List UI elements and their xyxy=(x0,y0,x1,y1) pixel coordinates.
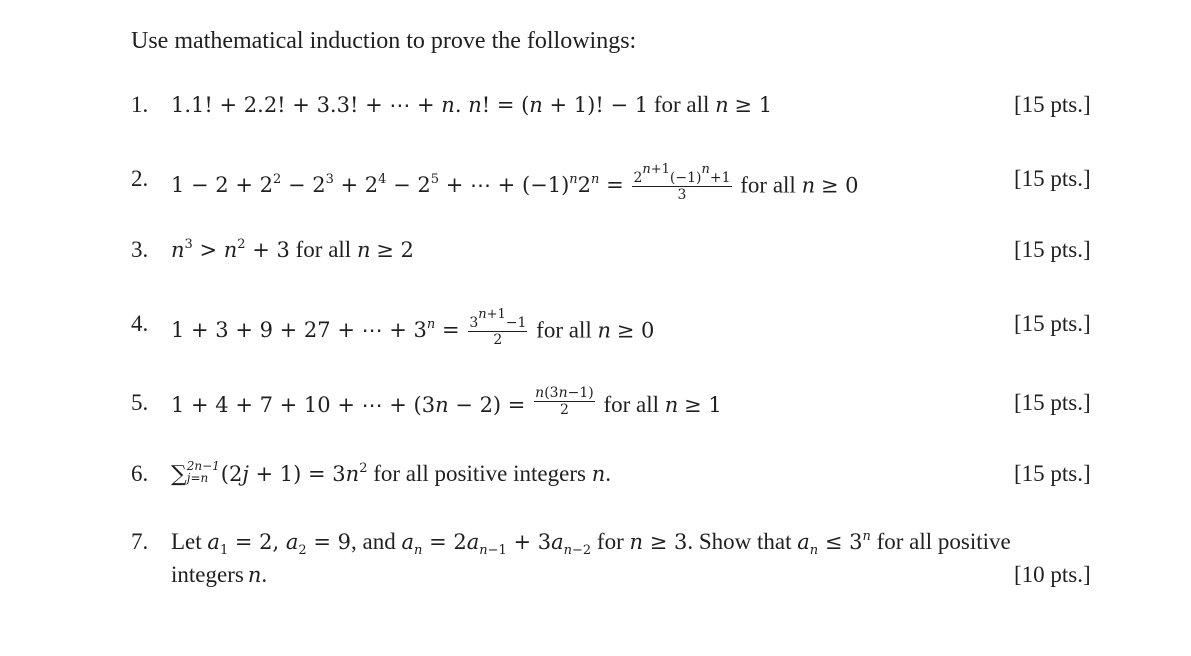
and-text: , and xyxy=(351,529,396,554)
for-all-positive-text: for all positive xyxy=(876,529,1011,554)
problem-2 xyxy=(131,162,1141,206)
problem-number: 5. xyxy=(131,390,149,415)
summation-symbol: ∑ xyxy=(171,462,187,487)
problem-5 xyxy=(131,385,1141,430)
show-that-text: . Show that xyxy=(687,529,792,554)
for-all-text: for all xyxy=(653,92,710,117)
fraction: $\frac{n(3n-1)}{2}$ xyxy=(535,385,594,418)
summation-limits: 2n−1 j=n xyxy=(186,458,220,485)
for-all-text: for all xyxy=(603,391,660,417)
equation: 1 + 3 + 9 + 27 + ⋯ + $3^n$ = xyxy=(171,317,460,343)
problem-4 xyxy=(131,307,1141,351)
problem-7 xyxy=(131,529,1141,599)
problem-number: 1. xyxy=(131,92,149,117)
problem-number: 7. xyxy=(131,529,149,554)
integers-text: integers xyxy=(171,562,244,587)
problem-statement: 1 + 3 + 9 + 27 + ⋯ + $3^n$ = $\frac{3^{n+1}-1}{2}$ for all n ≥ 0 xyxy=(171,307,655,348)
points-label: [15 pts.] xyxy=(1014,166,1091,191)
problem-statement: $n^3 > n^2 + 3$ for all n ≥ 2 xyxy=(171,237,414,262)
let-text: Let xyxy=(171,529,202,554)
problem-statement: $1 - 2 + 2^2 - 2^3 + 2^4 - 2^5$ + ⋯ + $(-1)^n2^n$ = $\frac{2^{n+1}(-1)^n+1}{3}$ for all n ≥ 0 xyxy=(171,162,859,203)
for-text: for xyxy=(596,529,624,554)
equation: $(2j + 1) = 3n^2$ xyxy=(220,461,368,486)
intro-text: Use mathematical induction to prove the followings: xyxy=(131,28,637,54)
for-all-text: for all xyxy=(740,172,796,198)
positive-integers-text: for all positive integers xyxy=(373,461,586,486)
problem-number: 6. xyxy=(131,461,149,486)
problem-statement: 1.1! + 2.2! + 3.3! + ⋯ + n. n! = (n + 1)! − 1 for all n ≥ 1 xyxy=(171,92,773,117)
points-label: [15 pts.] xyxy=(1014,92,1091,117)
problem-3 xyxy=(131,237,1141,277)
problem-number: 3. xyxy=(131,237,149,262)
problem-number: 4. xyxy=(131,311,149,336)
for-all-text: for all xyxy=(295,237,352,262)
problem-6 xyxy=(131,458,1141,501)
points-label: [15 pts.] xyxy=(1014,237,1091,262)
points-label: [10 pts.] xyxy=(1014,562,1091,587)
equation: 1 + 4 + 7 + 10 + ⋯ + (3n − 2) = xyxy=(171,392,526,417)
problem-statement: 1 + 4 + 7 + 10 + ⋯ + (3n − 2) = $\frac{n(3n-1)}{2}$ for all n ≥ 1 xyxy=(171,385,722,418)
problem-number: 2. xyxy=(131,166,149,191)
equation: $1 - 2 + 2^2 - 2^3 + 2^4 - 2^5$ + ⋯ + $(-1)^n2^n$ = xyxy=(171,172,624,198)
equation: $n^3 > n^2 + 3$ xyxy=(171,237,290,262)
fraction: $\frac{3^{n+1}-1}{2}$ xyxy=(469,307,527,348)
for-all-text: for all xyxy=(536,317,592,343)
points-label: [15 pts.] xyxy=(1014,390,1091,415)
problem-statement-line-2: integers n. xyxy=(171,562,268,587)
problem-statement: Let $a_1 = 2$, $a_2 = 9$, and $a_n = 2a_{n-1} + 3a_{n-2}$ for n ≥ 3. Show that $a_n \le 3^n$ for all positive xyxy=(171,529,1011,558)
problem-1 xyxy=(131,92,1141,132)
points-label: [15 pts.] xyxy=(1014,461,1091,486)
equation: 1.1! + 2.2! + 3.3! + ⋯ + n. n! = (n + 1)! − 1 xyxy=(171,93,649,117)
points-label: [15 pts.] xyxy=(1014,311,1091,336)
problem-statement: ∑ 2n−1 j=n $(2j + 1) = 3n^2$ for all positive integers n. xyxy=(171,458,611,487)
fraction: $\frac{2^{n+1}(-1)^n+1}{3}$ xyxy=(633,162,731,203)
